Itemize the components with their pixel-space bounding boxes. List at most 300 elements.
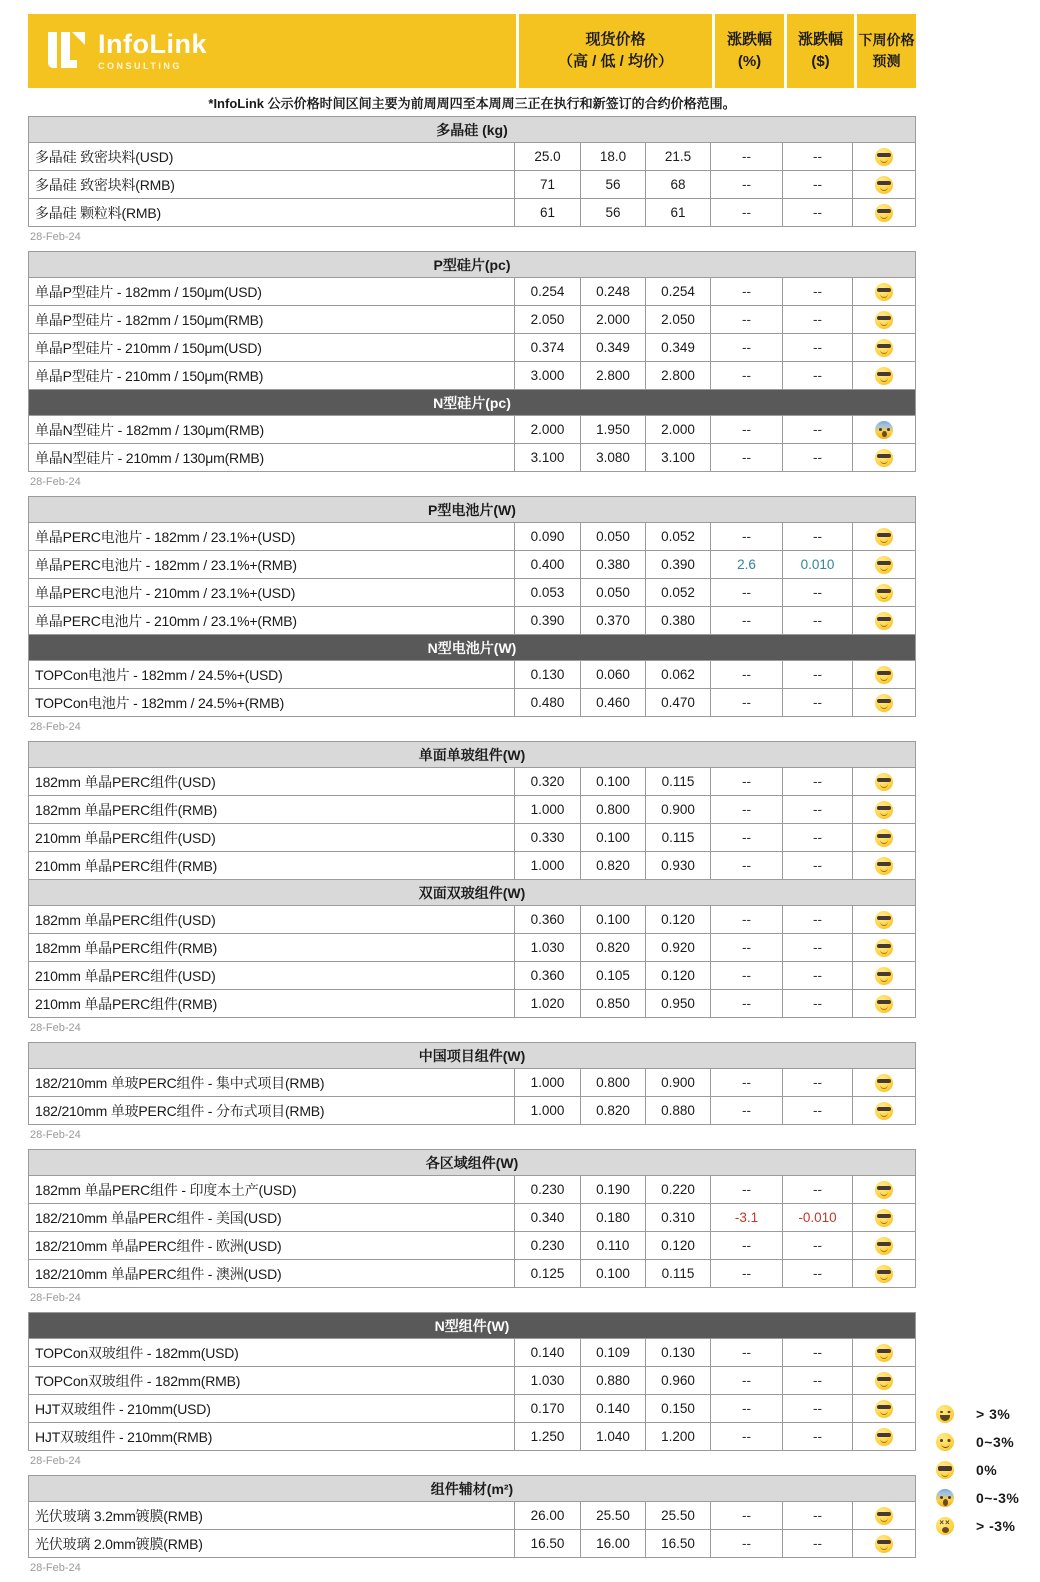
change-usd-cell: --	[783, 416, 853, 444]
avg-price-cell: 0.920	[646, 934, 711, 962]
row-label: 光伏玻璃 2.0mm镀膜(RMB)	[29, 1530, 515, 1558]
sunglasses-emoji-icon	[875, 1074, 893, 1092]
high-price-cell: 1.000	[515, 796, 581, 824]
forecast-cell	[853, 607, 915, 635]
change-pct-cell: --	[711, 962, 783, 990]
row-label: TOPCon双玻组件 - 182mm(USD)	[29, 1339, 515, 1367]
section-header: 中国项目组件(W)	[29, 1043, 915, 1069]
low-price-cell: 0.800	[581, 796, 646, 824]
table-row	[29, 523, 915, 551]
sunglasses-emoji-icon	[875, 1535, 893, 1553]
row-label: 182/210mm 单晶PERC组件 - 澳洲(USD)	[29, 1260, 515, 1288]
high-price-cell: 0.360	[515, 906, 581, 934]
high-price-cell: 0.254	[515, 278, 581, 306]
low-price-cell: 0.100	[581, 768, 646, 796]
sunglasses-emoji-icon	[875, 829, 893, 847]
low-price-cell: 0.850	[581, 990, 646, 1018]
avg-price-cell: 0.115	[646, 768, 711, 796]
brand-name: InfoLink	[98, 29, 207, 59]
table-row	[29, 171, 915, 199]
low-price-cell: 2.000	[581, 306, 646, 334]
row-label: 单晶P型硅片 - 182mm / 150μm(RMB)	[29, 306, 515, 334]
section-header: 各区域组件(W)	[29, 1150, 915, 1176]
high-price-cell: 1.020	[515, 990, 581, 1018]
row-label: 单晶PERC电池片 - 182mm / 23.1%+(RMB)	[29, 551, 515, 579]
change-usd-cell: --	[783, 852, 853, 880]
high-price-cell: 0.330	[515, 824, 581, 852]
change-pct-cell: --	[711, 1097, 783, 1125]
table-row	[29, 1339, 915, 1367]
high-price-cell: 2.050	[515, 306, 581, 334]
forecast-cell	[853, 1339, 915, 1367]
forecast-cell	[853, 1232, 915, 1260]
forecast-cell	[853, 579, 915, 607]
forecast-cell	[853, 1069, 915, 1097]
price-block	[28, 1312, 916, 1451]
avg-price-cell: 16.50	[646, 1530, 711, 1558]
high-price-cell: 1.030	[515, 934, 581, 962]
change-pct-cell: --	[711, 306, 783, 334]
sunglasses-emoji-icon	[875, 1102, 893, 1120]
sunglasses-emoji-icon	[875, 1181, 893, 1199]
low-price-cell: 0.100	[581, 1260, 646, 1288]
high-price-cell: 1.000	[515, 852, 581, 880]
sunglasses-emoji-icon	[875, 939, 893, 957]
change-pct-cell: --	[711, 1069, 783, 1097]
forecast-cell	[853, 523, 915, 551]
high-price-cell: 2.000	[515, 416, 581, 444]
change-usd-cell: --	[783, 579, 853, 607]
change-pct-cell: -3.1	[711, 1204, 783, 1232]
sunglasses-emoji-icon	[875, 584, 893, 602]
avg-price-cell: 1.200	[646, 1423, 711, 1451]
low-price-cell: 0.800	[581, 1069, 646, 1097]
table-row	[29, 768, 915, 796]
low-price-cell: 0.140	[581, 1395, 646, 1423]
change-pct-cell: --	[711, 1260, 783, 1288]
avg-price-cell: 68	[646, 171, 711, 199]
low-price-cell: 0.050	[581, 579, 646, 607]
change-pct-cell: --	[711, 852, 783, 880]
avg-price-cell: 0.380	[646, 607, 711, 635]
change-pct-cell: --	[711, 579, 783, 607]
col-header-spot-line2: （高 / 低 / 均价）	[557, 53, 673, 70]
sunglasses-emoji-icon	[875, 339, 893, 357]
change-usd-cell: --	[783, 523, 853, 551]
section-header: 双面双玻组件(W)	[29, 880, 915, 906]
change-pct-cell: --	[711, 416, 783, 444]
change-pct-cell: --	[711, 1367, 783, 1395]
price-block	[28, 251, 916, 472]
change-usd-cell: --	[783, 1367, 853, 1395]
high-price-cell: 0.400	[515, 551, 581, 579]
forecast-cell	[853, 990, 915, 1018]
table-row	[29, 796, 915, 824]
row-label: 多晶硅 致密块料(USD)	[29, 143, 515, 171]
forecast-cell	[853, 1367, 915, 1395]
app-header	[28, 14, 916, 88]
sunglasses-emoji-icon	[875, 801, 893, 819]
avg-price-cell: 0.130	[646, 1339, 711, 1367]
col-header-change-usd	[784, 14, 854, 88]
sunglasses-emoji-icon	[875, 148, 893, 166]
sunglasses-emoji-icon	[875, 1372, 893, 1390]
row-label: 光伏玻璃 3.2mm镀膜(RMB)	[29, 1502, 515, 1530]
change-usd-cell: --	[783, 444, 853, 472]
low-price-cell: 0.180	[581, 1204, 646, 1232]
col-header-change-pct	[712, 14, 784, 88]
section-header: N型组件(W)	[29, 1313, 915, 1339]
sunglasses-emoji-icon	[875, 967, 893, 985]
table-row	[29, 199, 915, 227]
table-row	[29, 1204, 915, 1232]
sunglasses-emoji-icon	[875, 1237, 893, 1255]
low-price-cell: 0.370	[581, 607, 646, 635]
table-row	[29, 1176, 915, 1204]
avg-price-cell: 0.254	[646, 278, 711, 306]
table-row	[29, 990, 915, 1018]
table-row	[29, 1502, 915, 1530]
forecast-cell	[853, 199, 915, 227]
table-row	[29, 362, 915, 390]
row-label: 单晶PERC电池片 - 210mm / 23.1%+(USD)	[29, 579, 515, 607]
avg-price-cell: 0.052	[646, 523, 711, 551]
sunglasses-emoji-icon	[875, 1428, 893, 1446]
col-header-spot-price	[516, 14, 712, 88]
avg-price-cell: 0.390	[646, 551, 711, 579]
grin-emoji-icon	[936, 1405, 954, 1423]
sunglasses-emoji-icon	[875, 911, 893, 929]
sunglasses-emoji-icon	[936, 1461, 954, 1479]
sunglasses-emoji-icon	[875, 1265, 893, 1283]
sunglasses-emoji-icon	[875, 556, 893, 574]
section-date: 28-Feb-24	[30, 231, 81, 243]
high-price-cell: 71	[515, 171, 581, 199]
low-price-cell: 18.0	[581, 143, 646, 171]
section-date: 28-Feb-24	[30, 476, 81, 488]
change-usd-cell: --	[783, 607, 853, 635]
change-usd-cell: --	[783, 1232, 853, 1260]
avg-price-cell: 0.900	[646, 796, 711, 824]
section-header: 多晶硅 (kg)	[29, 117, 915, 143]
sunglasses-emoji-icon	[875, 1209, 893, 1227]
low-price-cell: 0.050	[581, 523, 646, 551]
low-price-cell: 1.040	[581, 1423, 646, 1451]
change-pct-cell: --	[711, 796, 783, 824]
col-header-pct-line1: 涨跌幅	[726, 30, 772, 48]
col-header-pct-line2: (%)	[737, 53, 762, 70]
avg-price-cell: 2.050	[646, 306, 711, 334]
change-pct-cell: --	[711, 990, 783, 1018]
change-usd-cell: --	[783, 906, 853, 934]
forecast-cell	[853, 1176, 915, 1204]
forecast-cell	[853, 171, 915, 199]
change-pct-cell: --	[711, 362, 783, 390]
change-usd-cell: --	[783, 1339, 853, 1367]
table-row	[29, 1423, 915, 1451]
change-usd-cell: --	[783, 143, 853, 171]
section-date: 28-Feb-24	[30, 1455, 81, 1467]
section-date: 28-Feb-24	[30, 721, 81, 733]
change-usd-cell: --	[783, 1530, 853, 1558]
row-label: 单晶P型硅片 - 182mm / 150μm(USD)	[29, 278, 515, 306]
row-label: 182mm 单晶PERC组件(USD)	[29, 768, 515, 796]
table-row	[29, 334, 915, 362]
row-label: 182mm 单晶PERC组件(RMB)	[29, 934, 515, 962]
low-price-cell: 56	[581, 171, 646, 199]
change-usd-cell: --	[783, 661, 853, 689]
legend-label: 0%	[976, 1462, 998, 1478]
change-usd-cell: --	[783, 1502, 853, 1530]
change-usd-cell: --	[783, 1097, 853, 1125]
low-price-cell: 0.820	[581, 852, 646, 880]
table-row	[29, 1395, 915, 1423]
change-pct-cell: --	[711, 661, 783, 689]
col-header-usd-line1: 涨跌幅	[797, 30, 843, 48]
sunglasses-emoji-icon	[875, 1507, 893, 1525]
forecast-cell	[853, 278, 915, 306]
avg-price-cell: 2.000	[646, 416, 711, 444]
forecast-cell	[853, 1530, 915, 1558]
change-usd-cell: --	[783, 1395, 853, 1423]
high-price-cell: 0.374	[515, 334, 581, 362]
avg-price-cell: 2.800	[646, 362, 711, 390]
avg-price-cell: 0.120	[646, 962, 711, 990]
section-header: 组件辅材(m²)	[29, 1476, 915, 1502]
low-price-cell: 0.820	[581, 1097, 646, 1125]
sunglasses-emoji-icon	[875, 311, 893, 329]
low-price-cell: 0.190	[581, 1176, 646, 1204]
section-date: 28-Feb-24	[30, 1292, 81, 1304]
row-label: 多晶硅 颗粒料(RMB)	[29, 199, 515, 227]
low-price-cell: 0.380	[581, 551, 646, 579]
change-usd-cell: --	[783, 171, 853, 199]
tired-emoji-icon	[936, 1517, 954, 1535]
change-pct-cell: --	[711, 824, 783, 852]
change-pct-cell: --	[711, 689, 783, 717]
infolink-logo-icon	[46, 28, 86, 74]
col-header-forecast-line1: 下周价格	[858, 32, 915, 48]
sunglasses-emoji-icon	[875, 1344, 893, 1362]
avg-price-cell: 0.120	[646, 906, 711, 934]
forecast-cell	[853, 768, 915, 796]
avg-price-cell: 0.950	[646, 990, 711, 1018]
change-pct-cell: --	[711, 768, 783, 796]
table-row	[29, 579, 915, 607]
low-price-cell: 25.50	[581, 1502, 646, 1530]
low-price-cell: 16.00	[581, 1530, 646, 1558]
avg-price-cell: 0.470	[646, 689, 711, 717]
high-price-cell: 1.250	[515, 1423, 581, 1451]
forecast-cell	[853, 962, 915, 990]
avg-price-cell: 0.220	[646, 1176, 711, 1204]
table-row	[29, 278, 915, 306]
col-header-forecast-line2: 预测	[872, 53, 901, 69]
section-header: 单面单玻组件(W)	[29, 742, 915, 768]
sunglasses-emoji-icon	[875, 773, 893, 791]
legend-item	[924, 1400, 1040, 1428]
legend-label: 0~3%	[976, 1434, 1015, 1450]
change-pct-cell: --	[711, 1232, 783, 1260]
avg-price-cell: 3.100	[646, 444, 711, 472]
scream-emoji-icon	[875, 421, 893, 439]
price-block	[28, 116, 916, 227]
change-usd-cell: 0.010	[783, 551, 853, 579]
row-label: 单晶N型硅片 - 182mm / 130μm(RMB)	[29, 416, 515, 444]
forecast-legend	[924, 1400, 1040, 1540]
sunglasses-emoji-icon	[875, 367, 893, 385]
forecast-cell	[853, 934, 915, 962]
avg-price-cell: 0.930	[646, 852, 711, 880]
table-row	[29, 1260, 915, 1288]
section-date: 28-Feb-24	[30, 1562, 81, 1574]
row-label: 单晶P型硅片 - 210mm / 150μm(USD)	[29, 334, 515, 362]
price-report	[28, 14, 1020, 1582]
row-label: 182mm 单晶PERC组件(RMB)	[29, 796, 515, 824]
sunglasses-emoji-icon	[875, 612, 893, 630]
high-price-cell: 0.480	[515, 689, 581, 717]
table-row	[29, 143, 915, 171]
brand-logo	[28, 14, 516, 88]
forecast-cell	[853, 306, 915, 334]
high-price-cell: 0.130	[515, 661, 581, 689]
row-label: 210mm 单晶PERC组件(USD)	[29, 824, 515, 852]
row-label: 182/210mm 单晶PERC组件 - 美国(USD)	[29, 1204, 515, 1232]
forecast-cell	[853, 852, 915, 880]
forecast-cell	[853, 334, 915, 362]
change-pct-cell: --	[711, 1423, 783, 1451]
forecast-cell	[853, 1502, 915, 1530]
avg-price-cell: 0.960	[646, 1367, 711, 1395]
change-usd-cell: -0.010	[783, 1204, 853, 1232]
forecast-cell	[853, 661, 915, 689]
avg-price-cell: 0.052	[646, 579, 711, 607]
legend-item	[924, 1428, 1040, 1456]
change-pct-cell: --	[711, 334, 783, 362]
change-pct-cell: --	[711, 1339, 783, 1367]
row-label: 182mm 单晶PERC组件(USD)	[29, 906, 515, 934]
high-price-cell: 1.000	[515, 1097, 581, 1125]
sunglasses-emoji-icon	[875, 449, 893, 467]
row-label: 210mm 单晶PERC组件(RMB)	[29, 852, 515, 880]
avg-price-cell: 0.349	[646, 334, 711, 362]
price-block	[28, 1475, 916, 1558]
table-row	[29, 689, 915, 717]
avg-price-cell: 21.5	[646, 143, 711, 171]
change-pct-cell: --	[711, 278, 783, 306]
sunglasses-emoji-icon	[875, 176, 893, 194]
section-header: N型硅片(pc)	[29, 390, 915, 416]
section-header: P型硅片(pc)	[29, 252, 915, 278]
low-price-cell: 0.880	[581, 1367, 646, 1395]
forecast-cell	[853, 362, 915, 390]
change-usd-cell: --	[783, 768, 853, 796]
avg-price-cell: 0.115	[646, 1260, 711, 1288]
change-usd-cell: --	[783, 362, 853, 390]
row-label: HJT双玻组件 - 210mm(RMB)	[29, 1423, 515, 1451]
table-row	[29, 607, 915, 635]
change-pct-cell: --	[711, 607, 783, 635]
high-price-cell: 0.230	[515, 1232, 581, 1260]
high-price-cell: 16.50	[515, 1530, 581, 1558]
sunglasses-emoji-icon	[875, 204, 893, 222]
forecast-cell	[853, 1204, 915, 1232]
avg-price-cell: 0.120	[646, 1232, 711, 1260]
sunglasses-emoji-icon	[875, 1400, 893, 1418]
avg-price-cell: 0.900	[646, 1069, 711, 1097]
forecast-cell	[853, 444, 915, 472]
high-price-cell: 0.360	[515, 962, 581, 990]
low-price-cell: 56	[581, 199, 646, 227]
legend-label: > -3%	[976, 1518, 1016, 1534]
row-label: 182/210mm 单玻PERC组件 - 分布式项目(RMB)	[29, 1097, 515, 1125]
avg-price-cell: 0.150	[646, 1395, 711, 1423]
change-usd-cell: --	[783, 1260, 853, 1288]
row-label: HJT双玻组件 - 210mm(USD)	[29, 1395, 515, 1423]
high-price-cell: 0.230	[515, 1176, 581, 1204]
avg-price-cell: 0.880	[646, 1097, 711, 1125]
table-row	[29, 1097, 915, 1125]
price-block	[28, 1042, 916, 1125]
legend-item	[924, 1484, 1040, 1512]
table-row	[29, 551, 915, 579]
change-usd-cell: --	[783, 1423, 853, 1451]
low-price-cell: 0.110	[581, 1232, 646, 1260]
table-row	[29, 852, 915, 880]
change-pct-cell: --	[711, 171, 783, 199]
change-usd-cell: --	[783, 1069, 853, 1097]
change-usd-cell: --	[783, 962, 853, 990]
section-date: 28-Feb-24	[30, 1129, 81, 1141]
low-price-cell: 0.100	[581, 906, 646, 934]
high-price-cell: 1.000	[515, 1069, 581, 1097]
low-price-cell: 2.800	[581, 362, 646, 390]
high-price-cell: 0.390	[515, 607, 581, 635]
table-row	[29, 934, 915, 962]
change-pct-cell: --	[711, 1530, 783, 1558]
low-price-cell: 0.060	[581, 661, 646, 689]
sunglasses-emoji-icon	[875, 857, 893, 875]
col-header-spot-line1: 现货价格	[585, 30, 646, 48]
high-price-cell: 0.125	[515, 1260, 581, 1288]
table-row	[29, 306, 915, 334]
change-usd-cell: --	[783, 796, 853, 824]
low-price-cell: 0.109	[581, 1339, 646, 1367]
forecast-cell	[853, 551, 915, 579]
change-pct-cell: --	[711, 523, 783, 551]
row-label: 182/210mm 单晶PERC组件 - 欧洲(USD)	[29, 1232, 515, 1260]
table-row	[29, 824, 915, 852]
row-label: 单晶N型硅片 - 210mm / 130μm(RMB)	[29, 444, 515, 472]
table-row	[29, 661, 915, 689]
avg-price-cell: 0.115	[646, 824, 711, 852]
row-label: 182mm 单晶PERC组件 - 印度本土产(USD)	[29, 1176, 515, 1204]
change-pct-cell: --	[711, 143, 783, 171]
low-price-cell: 0.820	[581, 934, 646, 962]
row-label: 多晶硅 致密块料(RMB)	[29, 171, 515, 199]
price-period-note: *InfoLink 公示价格时间区间主要为前周周四至本周周三正在执行和新签订的合约价格范围。	[208, 95, 736, 111]
change-pct-cell: --	[711, 199, 783, 227]
row-label: TOPCon电池片 - 182mm / 24.5%+(USD)	[29, 661, 515, 689]
change-pct-cell: --	[711, 1502, 783, 1530]
change-pct-cell: --	[711, 934, 783, 962]
high-price-cell: 3.100	[515, 444, 581, 472]
change-usd-cell: --	[783, 1176, 853, 1204]
price-block	[28, 741, 916, 1018]
row-label: 单晶P型硅片 - 210mm / 150μm(RMB)	[29, 362, 515, 390]
scream-emoji-icon	[936, 1489, 954, 1507]
legend-item	[924, 1512, 1040, 1540]
